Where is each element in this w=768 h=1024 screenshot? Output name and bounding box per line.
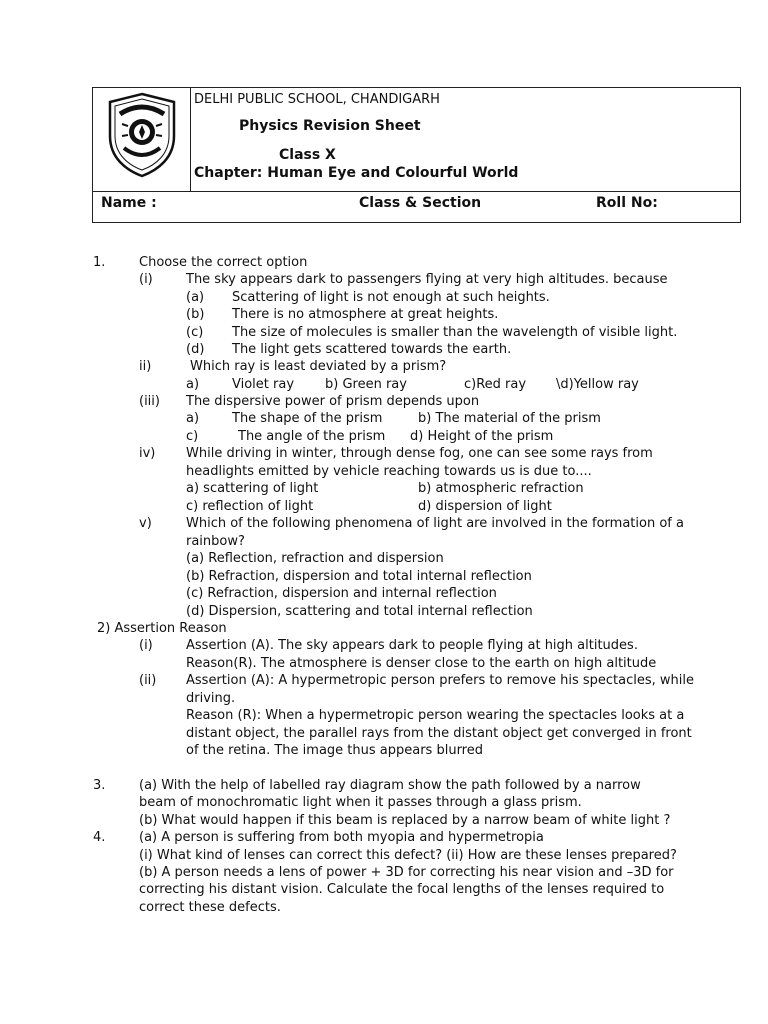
q1-iv-number: iv) [139,446,156,461]
q4-number: 4. [93,830,106,845]
q1-iv-text: While driving in winter, through dense fog, one can see some rays from [186,446,653,461]
q1-ii-text: Which ray is least deviated by a prism? [190,359,447,374]
q1-i-text: The sky appears dark to passengers flying at very high altitudes. because [186,272,668,287]
option-text: The shape of the prism [232,411,383,426]
option-text: (b) Refraction, dispersion and total internal reflection [186,569,532,584]
option-text: Scattering of light is not enough at such heights. [232,290,550,305]
sheet-title: Physics Revision Sheet [239,118,421,134]
class-label: Class X [279,147,336,163]
option-text: b) Green ray [325,377,407,392]
q2-i-number: (i) [139,638,153,653]
option-label: c) [186,429,199,444]
option-text: The angle of the prism [238,429,386,444]
q1-v-number: v) [139,516,152,531]
option-text: a) scattering of light [186,481,319,496]
chapter-title: Chapter: Human Eye and Colourful World [194,165,519,181]
name-label: Name : [101,195,157,211]
q1-i-number: (i) [139,272,153,287]
q1-iv-text: headlights emitted by vehicle reaching towards us is due to.... [186,464,592,479]
q4-text: correcting his distant vision. Calculate the focal lengths of the lenses required to [139,882,665,897]
q2-ii-number: (ii) [139,673,157,688]
option-text: d) Height of the prism [410,429,554,444]
option-text: (c) Refraction, dispersion and internal reflection [186,586,497,601]
option-text: Violet ray [232,377,295,392]
q3-text: beam of monochromatic light when it passes through a glass prism. [139,795,582,810]
option-text: c)Red ray [464,377,527,392]
option-text: There is no atmosphere at great heights. [232,307,499,322]
q4-text: (a) A person is suffering from both myopia and hypermetropia [139,830,544,845]
option-label: (b) [186,307,205,322]
q2-heading: 2) Assertion Reason [97,621,227,636]
q1-v-text: rainbow? [186,534,245,549]
option-label: (a) [186,290,205,305]
roll-no-label: Roll No: [596,195,658,211]
q2-ii-text: Assertion (A): A hypermetropic person prefers to remove his spectacles, while [186,673,694,688]
q1-ii-number: ii) [139,359,152,374]
q4-text: correct these defects. [139,900,281,915]
option-label: a) [186,377,200,392]
header-vertical-divider [190,88,191,191]
q3-text: (b) What would happen if this beam is replaced by a narrow beam of white light ? [139,813,671,828]
header-horizontal-divider [93,191,740,192]
school-logo-emblem [104,92,180,178]
option-text: The size of molecules is smaller than the wavelength of visible light. [232,325,678,340]
option-label: (c) [186,325,204,340]
school-name: DELHI PUBLIC SCHOOL, CHANDIGARH [194,92,440,107]
class-section-label: Class & Section [359,195,482,211]
q2-i-assertion: Assertion (A). The sky appears dark to people flying at high altitudes. [186,638,638,653]
school-logo [104,92,180,178]
q1-v-text: Which of the following phenomena of light are involved in the formation of a [186,516,684,531]
option-text: d) dispersion of light [418,499,552,514]
option-text: The light gets scattered towards the earth. [232,342,512,357]
option-text: \d)Yellow ray [556,377,639,392]
q2-ii-text: distant object, the parallel rays from the distant object get converged in front [186,726,692,741]
q4-text: (b) A person needs a lens of power + 3D for correcting his near vision and –3D for [139,865,674,880]
q3-text: (a) With the help of labelled ray diagram show the path followed by a narrow [139,778,641,793]
q2-ii-text: Reason (R): When a hypermetropic person wearing the spectacles looks at a [186,708,685,723]
option-text: b) atmospheric refraction [418,481,584,496]
q1-text: Choose the correct option [139,255,308,270]
q1-iii-text: The dispersive power of prism depends upon [186,394,480,409]
q2-ii-text: of the retina. The image thus appears blurred [186,743,483,758]
option-text: b) The material of the prism [418,411,601,426]
option-label: a) [186,411,200,426]
q2-i-reason: Reason(R). The atmosphere is denser close to the earth on high altitude [186,656,657,671]
option-label: (d) [186,342,205,357]
q1-number: 1. [93,255,106,270]
q1-iii-number: (iii) [139,394,160,409]
q4-text: (i) What kind of lenses can correct this defect? (ii) How are these lenses prepared? [139,848,677,863]
q2-ii-text: driving. [186,691,236,706]
q3-number: 3. [93,778,106,793]
option-text: c) reflection of light [186,499,314,514]
option-text: (a) Reflection, refraction and dispersion [186,551,444,566]
option-text: (d) Dispersion, scattering and total internal reflection [186,604,533,619]
